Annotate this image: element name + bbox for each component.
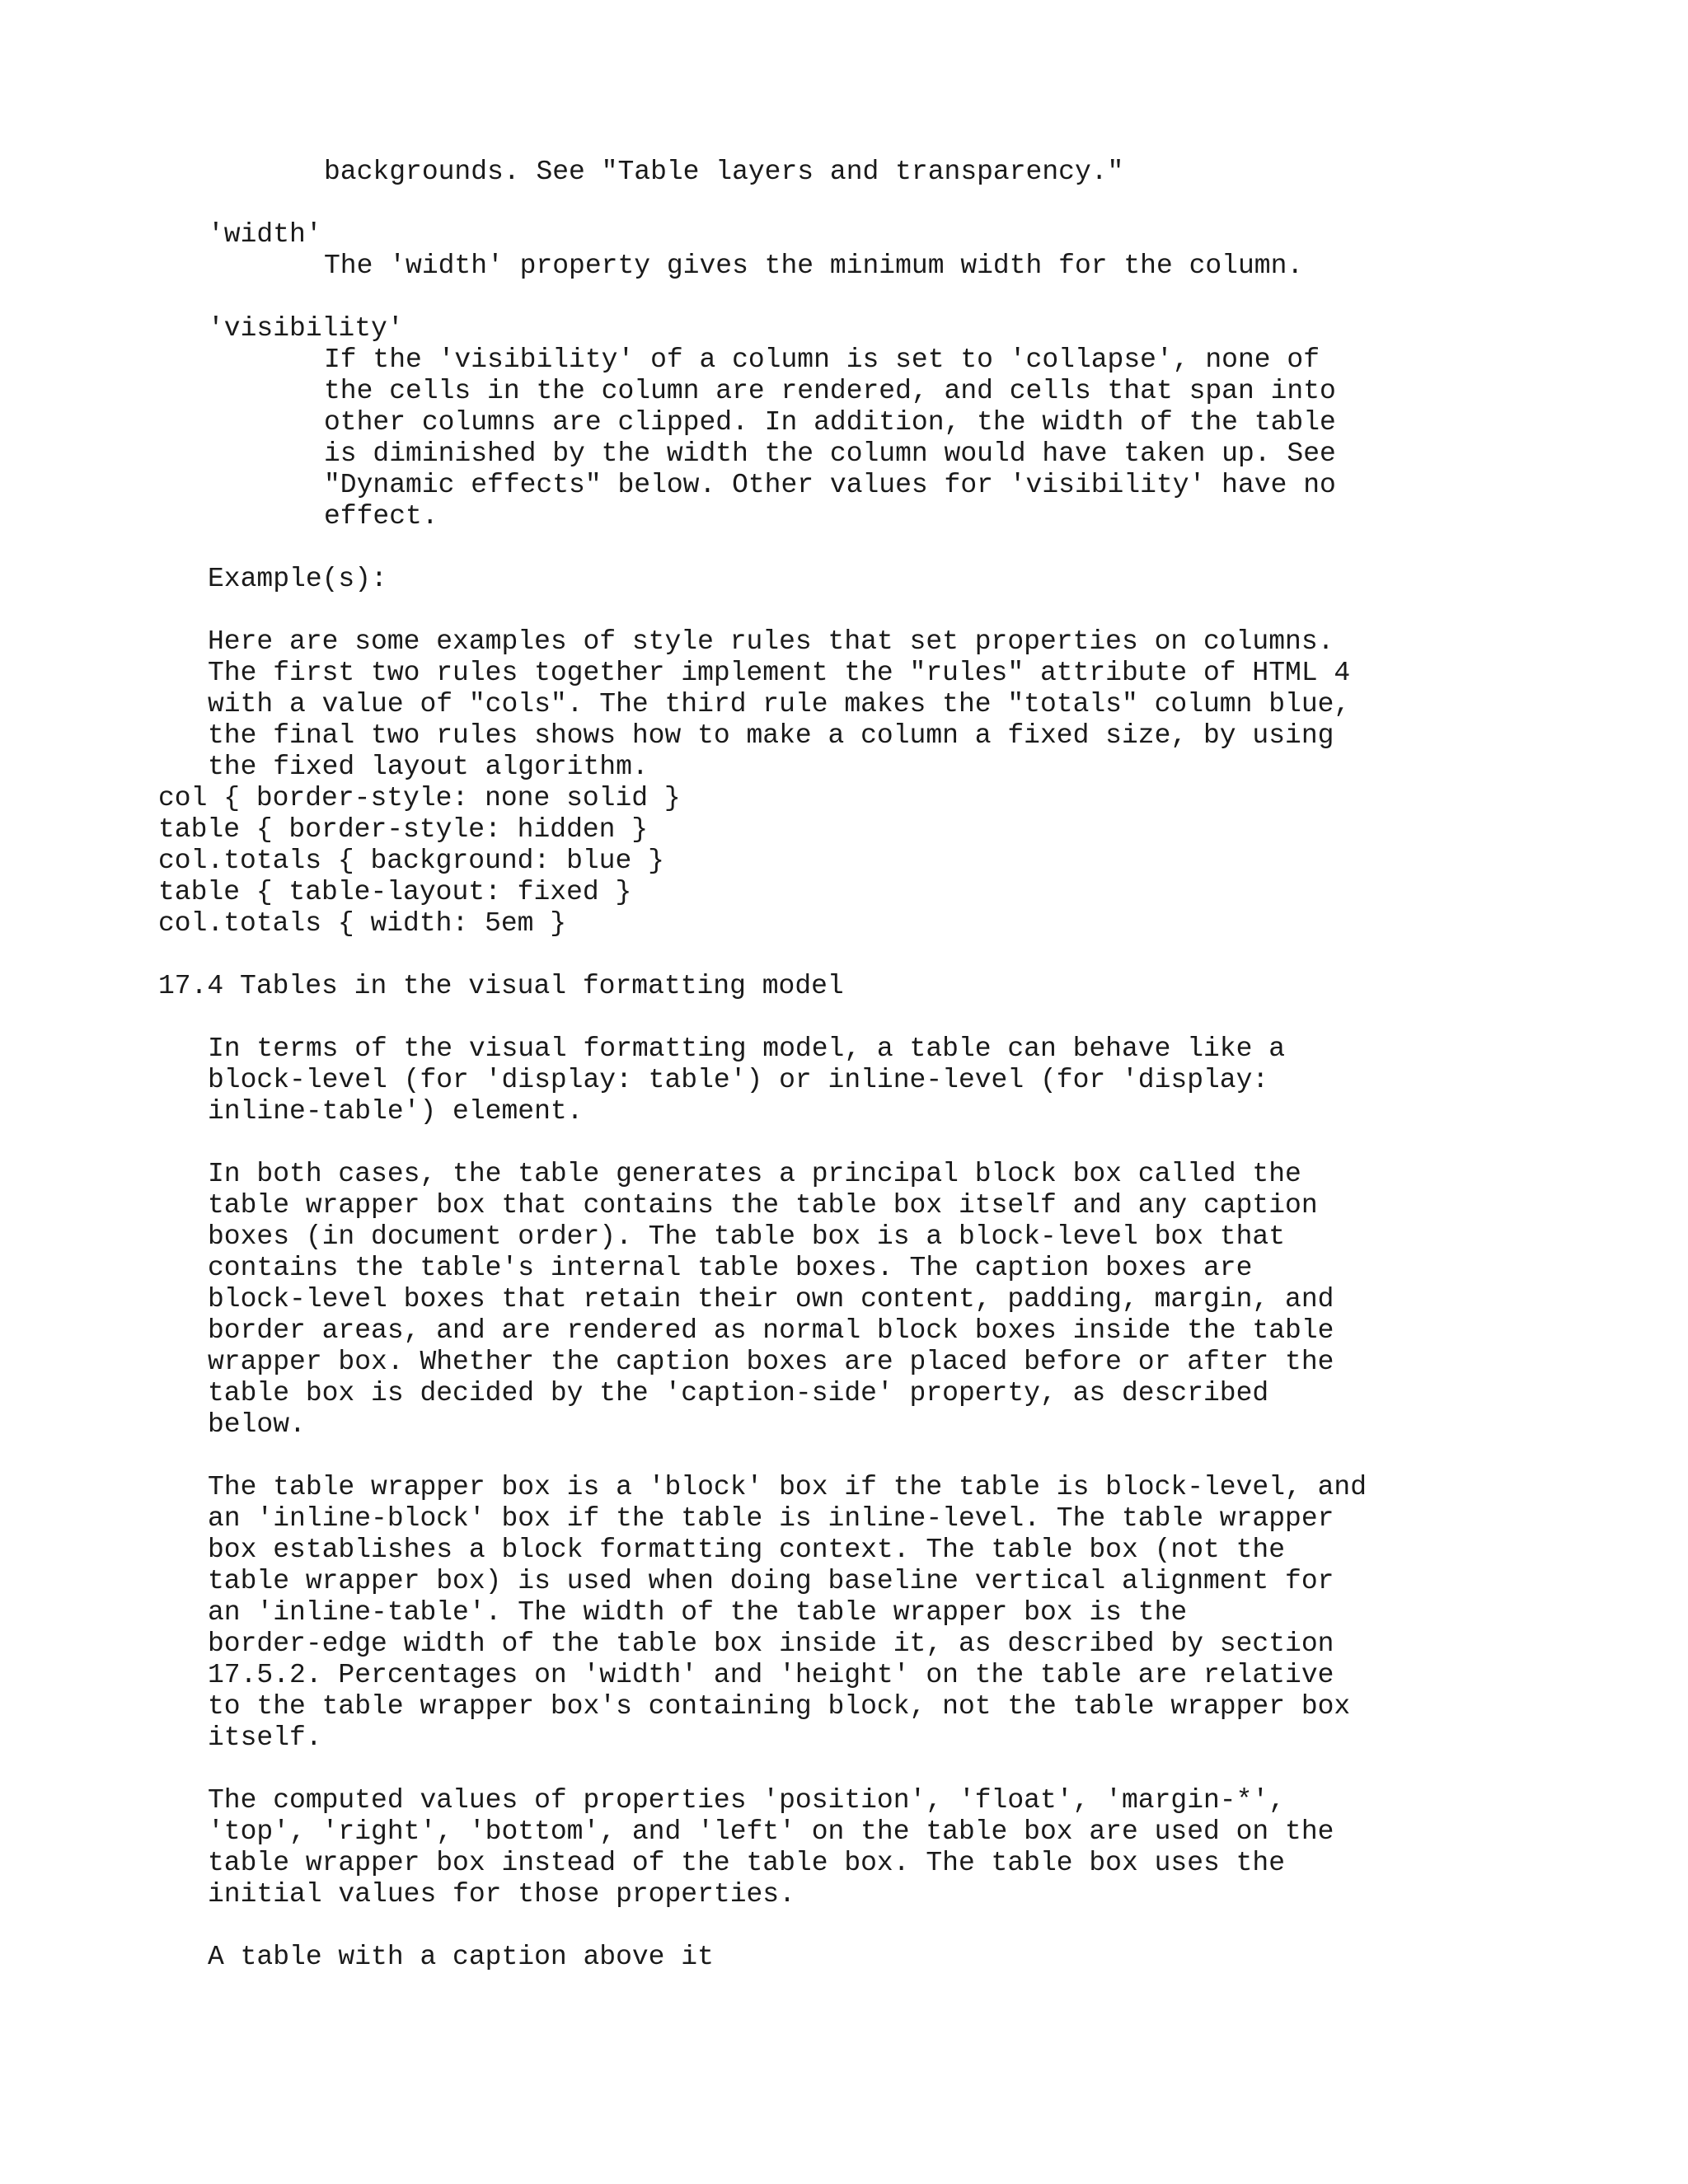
property-term-width: 'width' — [208, 219, 322, 250]
text-line: backgrounds. See "Table layers and transparency." — [324, 157, 1124, 187]
text-line: below. — [208, 1409, 306, 1440]
text-line: Here are some examples of style rules that set properties on columns. — [208, 626, 1334, 657]
text-line: border-edge width of the table box inside it, as described by section — [208, 1629, 1334, 1659]
text-line: table wrapper box) is used when doing baseline vertical alignment for — [208, 1566, 1334, 1596]
text-line: In both cases, the table generates a principal block box called the — [208, 1159, 1301, 1189]
code-line: col.totals { background: blue } — [158, 846, 664, 876]
text-line: 17.5.2. Percentages on 'width' and 'height' on the table are relative — [208, 1660, 1334, 1690]
text-line: other columns are clipped. In addition, the width of the table — [324, 407, 1336, 438]
text-line: box establishes a block formatting context. The table box (not the — [208, 1535, 1286, 1565]
text-line: itself. — [208, 1722, 322, 1753]
text-line: The computed values of properties 'position', 'float', 'margin-*', — [208, 1785, 1286, 1816]
property-term-visibility: 'visibility' — [208, 313, 404, 344]
text-line: If the 'visibility' of a column is set to 'collapse', none of — [324, 344, 1320, 375]
text-line: The table wrapper box is a 'block' box if the table is block-level, and — [208, 1472, 1367, 1502]
text-line: boxes (in document order). The table box is a block-level box that — [208, 1221, 1286, 1252]
text-line: The 'width' property gives the minimum width for the column. — [324, 251, 1304, 281]
text-line: The first two rules together implement the "rules" attribute of HTML 4 — [208, 658, 1351, 688]
text-line: table wrapper box that contains the table box itself and any caption — [208, 1190, 1318, 1221]
code-line: col.totals { width: 5em } — [158, 908, 567, 939]
code-line: table { table-layout: fixed } — [158, 877, 632, 907]
code-line: table { border-style: hidden } — [158, 814, 649, 845]
text-line: to the table wrapper box's containing block, not the table wrapper box — [208, 1691, 1351, 1722]
text-line: initial values for those properties. — [208, 1879, 795, 1910]
text-line: table wrapper box instead of the table box. The table box uses the — [208, 1848, 1286, 1878]
text-line: is diminished by the width the column would have taken up. See — [324, 438, 1336, 469]
text-line: inline-table') element. — [208, 1096, 584, 1127]
text-line: with a value of "cols". The third rule makes the "totals" column blue, — [208, 689, 1351, 719]
section-heading: 17.4 Tables in the visual formatting model — [158, 971, 844, 1001]
example-label: Example(s): — [208, 564, 387, 594]
text-line: 'top', 'right', 'bottom', and 'left' on the table box are used on the — [208, 1816, 1334, 1847]
text-line: table box is decided by the 'caption-side' property, as described — [208, 1378, 1269, 1408]
text-line: "Dynamic effects" below. Other values for 'visibility' have no — [324, 470, 1336, 500]
text-line: the cells in the column are rendered, and cells that span into — [324, 376, 1336, 406]
text-line: the final two rules shows how to make a column a fixed size, by using — [208, 720, 1334, 751]
text-line: an 'inline-table'. The width of the table wrapper box is the — [208, 1597, 1188, 1628]
text-line: block-level (for 'display: table') or inline-level (for 'display: — [208, 1065, 1269, 1095]
text-line: contains the table's internal table boxes. The caption boxes are — [208, 1253, 1253, 1283]
text-line: block-level boxes that retain their own content, padding, margin, and — [208, 1284, 1334, 1315]
text-line: the fixed layout algorithm. — [208, 752, 649, 782]
text-line: In terms of the visual formatting model, a table can behave like a — [208, 1033, 1286, 1064]
text-line: an 'inline-block' box if the table is inline-level. The table wrapper — [208, 1503, 1334, 1534]
code-line: col { border-style: none solid } — [158, 783, 681, 813]
text-line: effect. — [324, 501, 438, 532]
figure-caption: A table with a caption above it — [208, 1942, 714, 1972]
text-line: wrapper box. Whether the caption boxes are placed before or after the — [208, 1347, 1334, 1377]
text-line: border areas, and are rendered as normal block boxes inside the table — [208, 1315, 1334, 1346]
